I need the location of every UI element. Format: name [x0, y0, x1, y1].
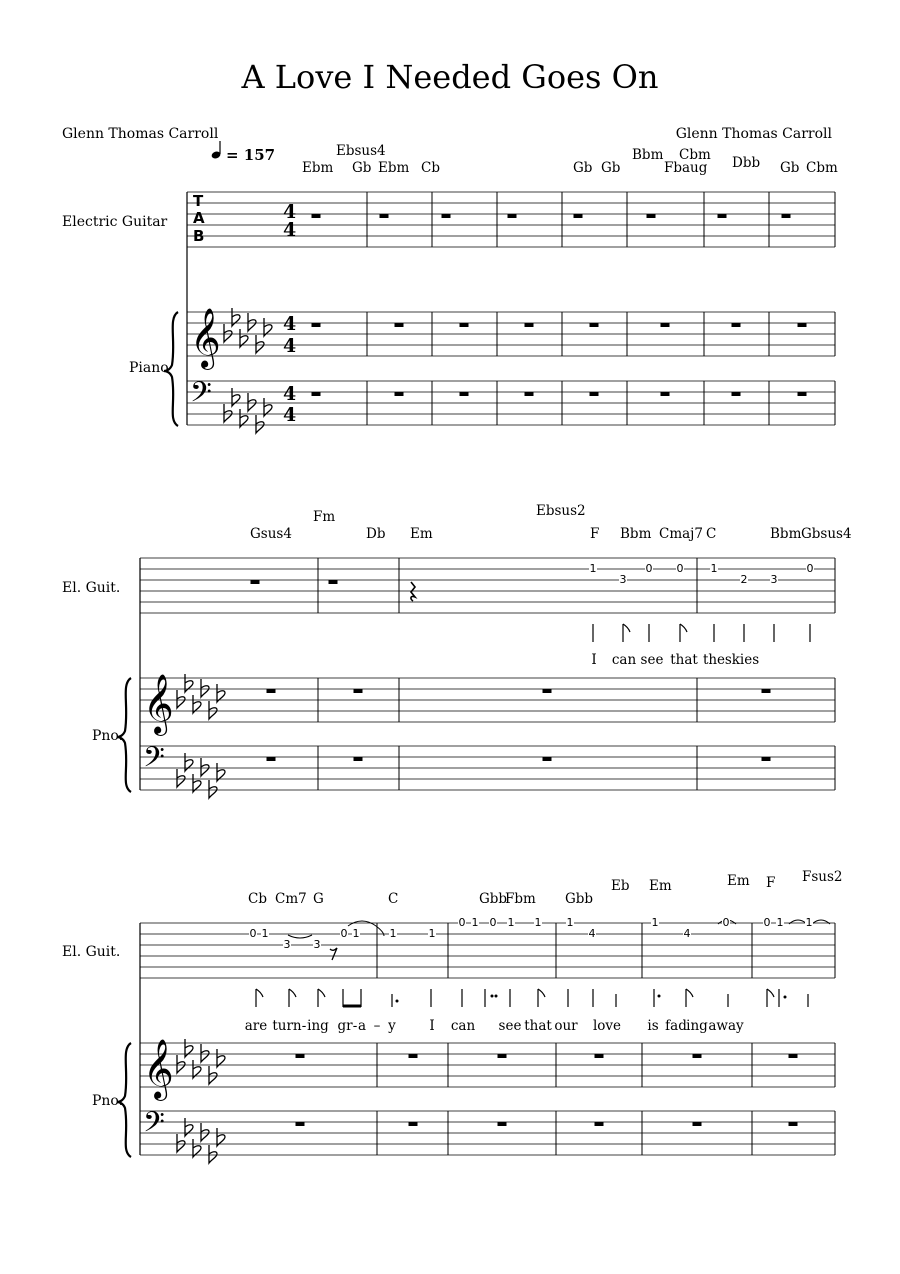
chord: G [313, 891, 324, 907]
lyric-syllable: are [244, 1018, 268, 1034]
tab-fret: 0 [249, 927, 257, 940]
time-sig-top: 4 [283, 201, 297, 223]
chord: Gb [601, 160, 621, 176]
rhythm-stems [593, 624, 810, 642]
composer-left: Glenn Thomas Carroll [62, 126, 219, 142]
lyric-syllable: - [301, 1018, 307, 1034]
rhythm-stems [256, 989, 808, 1007]
tab-fret: 0 [763, 916, 771, 929]
lyric-syllable: that [670, 652, 698, 668]
tab-fret: 3 [283, 938, 291, 951]
tab-fret: 1 [805, 916, 813, 929]
tab-fret: 1 [261, 927, 269, 940]
chord: Fbaug [664, 160, 708, 176]
chord: Ebsus2 [536, 503, 586, 519]
chord: Cbm [806, 160, 838, 176]
lyric-syllable: turn [272, 1018, 302, 1034]
tab-fret: 4 [683, 927, 691, 940]
chord: Fm [313, 509, 336, 525]
chord: F [766, 875, 776, 891]
tab-clef-a: A [193, 209, 205, 227]
chord: C [388, 891, 399, 907]
tab-fret: 1 [710, 562, 718, 575]
whole-rests [312, 214, 791, 218]
tab-fret: 1 [534, 916, 542, 929]
tab-fret: 1 [471, 916, 479, 929]
chord: Gbb [479, 891, 508, 907]
tab-fret: 0 [806, 562, 814, 575]
system-2 [62, 503, 852, 798]
instrument-name-guitar: Electric Guitar [62, 214, 168, 230]
chord: Em [649, 878, 672, 894]
treble-clef-icon: 𝄞 [190, 308, 221, 368]
time-sig-top: 4 [283, 383, 297, 405]
piano-bass-staff [140, 741, 835, 798]
piano-treble-staff [187, 308, 835, 370]
lyric-syllable: a [357, 1018, 367, 1034]
treble-clef-icon: 𝄞 [143, 1039, 174, 1099]
lyric-syllable: can [450, 1018, 476, 1034]
lyric-syllable: our [554, 1018, 578, 1034]
lyric-syllable: fad [665, 1018, 687, 1034]
lyric-syllable: is [647, 1018, 659, 1034]
tab-staff [187, 192, 835, 247]
tab-clef-b: B [193, 227, 205, 245]
lyric-syllable: love [592, 1018, 622, 1034]
time-sig-bottom: 4 [283, 404, 297, 426]
tab-fret: 0 [645, 562, 653, 575]
bass-clef-icon: 𝄢 [143, 1106, 165, 1146]
tab-staff [140, 916, 835, 978]
lyric-syllable: ing [307, 1018, 329, 1034]
tab-fret: 3 [770, 573, 778, 586]
piano-treble-staff [140, 674, 835, 736]
tab-fret: 0 [722, 916, 730, 929]
instrument-name-piano: Pno. [92, 728, 124, 744]
tab-fret: 0 [340, 927, 348, 940]
chord: Cm7 [275, 891, 307, 907]
lyric-syllable: can [611, 652, 637, 668]
piano-bass-staff [140, 1106, 835, 1163]
time-sig-top: 4 [283, 313, 297, 335]
lyric-syllable: I [429, 1018, 435, 1034]
lyric-syllable: the [702, 652, 726, 668]
instrument-name-guitar: El. Guit. [62, 580, 121, 596]
lyric-syllable: see [498, 1018, 522, 1034]
tempo-marking [211, 141, 275, 164]
tab-fret: 2 [740, 573, 748, 586]
tab-fret: 1 [589, 562, 597, 575]
lyric-syllable: that [524, 1018, 552, 1034]
lyric-syllable: I [591, 652, 597, 668]
chord: Gb [352, 160, 372, 176]
chord: C [706, 526, 717, 542]
eighth-rest-icon [330, 948, 337, 960]
tab-fret: 0 [676, 562, 684, 575]
tab-fret: 0 [458, 916, 466, 929]
chord: F [590, 526, 600, 542]
treble-clef-icon: 𝄞 [143, 674, 174, 734]
chord: Em [727, 873, 750, 889]
chord: Gbsus4 [801, 526, 852, 542]
tempo-value: = 157 [226, 146, 276, 164]
song-title: A Love I Needed Goes On [241, 58, 659, 96]
chord: Gbb [565, 891, 594, 907]
instrument-name-piano: Pno. [92, 1093, 124, 1109]
chord: Ebm [378, 160, 410, 176]
chord: Bbm [632, 147, 664, 163]
chord: Fbm [505, 891, 536, 907]
tab-fret: 3 [313, 938, 321, 951]
quarter-rest-icon [411, 582, 415, 601]
chord: Db [366, 526, 386, 542]
time-sig-bottom: 4 [283, 335, 297, 357]
lyric-syllable: y [388, 1018, 396, 1034]
lyric-syllable: – [373, 1018, 381, 1034]
chord: Ebsus4 [336, 143, 386, 159]
lyric-syllable: ing [686, 1018, 708, 1034]
chord: Bbm [620, 526, 652, 542]
instrument-name-guitar: El. Guit. [62, 944, 121, 960]
tab-fret: 1 [428, 927, 436, 940]
chord: Bbm [770, 526, 802, 542]
piano-bass-staff [187, 376, 835, 433]
chord: Dbb [732, 155, 761, 171]
chord: Gsus4 [250, 526, 292, 542]
lyric-syllable: away [708, 1018, 744, 1034]
chord: Eb [611, 878, 630, 894]
piano-treble-staff [140, 1039, 835, 1101]
tab-fret: 1 [389, 927, 397, 940]
instrument-name-piano: Piano [129, 360, 169, 376]
lyric-syllable: skies [724, 652, 760, 668]
tab-fret: 0 [489, 916, 497, 929]
lyric-syllable: - [352, 1018, 358, 1034]
time-sig-bottom: 4 [283, 219, 297, 241]
chord: Cmaj7 [659, 526, 703, 542]
lyric-syllable: see [640, 652, 664, 668]
tab-fret: 1 [566, 916, 574, 929]
chord: Ebm [302, 160, 334, 176]
bass-clef-icon: 𝄢 [143, 741, 165, 781]
chord: Cbm [679, 147, 711, 163]
bass-clef-icon: 𝄢 [190, 376, 212, 416]
tab-fret: 3 [619, 573, 627, 586]
tab-clef-t: T [193, 192, 204, 210]
tab-fret: 1 [507, 916, 515, 929]
system-1 [62, 143, 838, 433]
chord: Gb [573, 160, 593, 176]
chord: Gb [780, 160, 800, 176]
tab-fret: 4 [588, 927, 596, 940]
lyric-syllable: gr [337, 1018, 353, 1034]
chord: Fsus2 [802, 869, 843, 885]
tab-fret: 1 [651, 916, 659, 929]
tab-fret: 1 [352, 927, 360, 940]
chord: Cb [248, 891, 267, 907]
tab-fret: 1 [776, 916, 784, 929]
key-signature-flats [224, 308, 272, 353]
system-3 [62, 869, 843, 1163]
composer-right: Glenn Thomas Carroll [675, 126, 832, 142]
tab-staff [140, 558, 835, 613]
chord: Em [410, 526, 433, 542]
chord: Cb [421, 160, 440, 176]
